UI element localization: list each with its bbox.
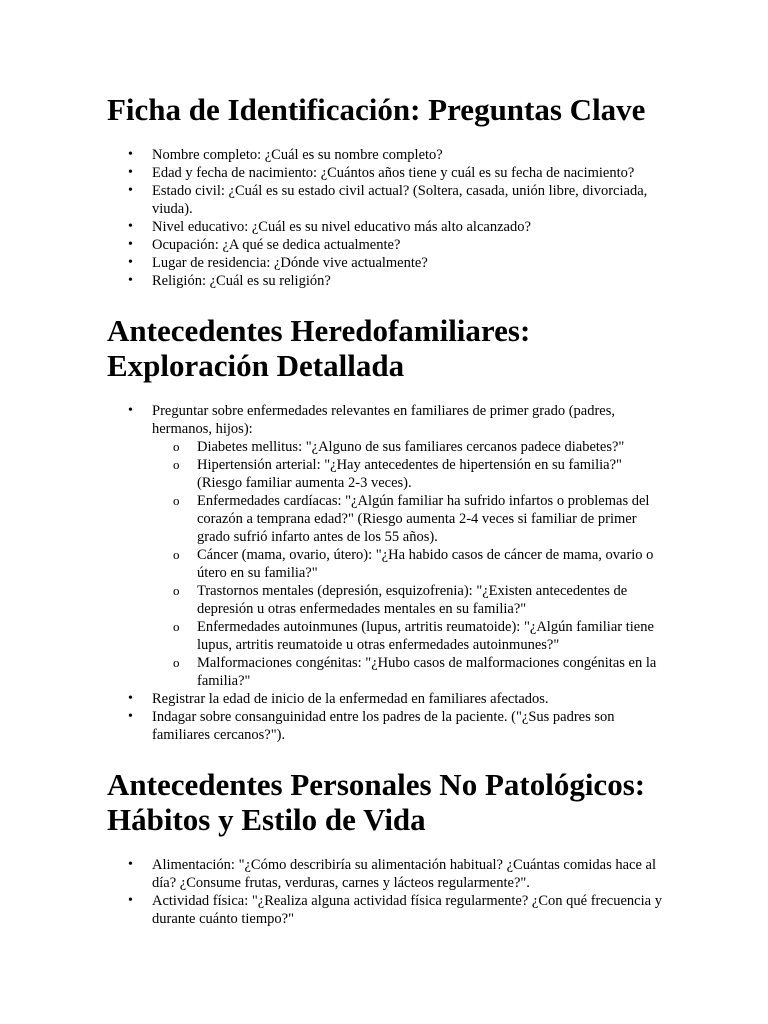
section-title: Antecedentes Personales No Patológicos: Hábitos y Estilo de Vida — [107, 767, 646, 837]
bullet-icon: • — [128, 709, 133, 724]
bullet-icon: • — [128, 403, 133, 418]
section-family-history — [107, 313, 667, 744]
sub-list-item — [152, 456, 667, 492]
bullet-list — [107, 402, 667, 744]
circle-bullet-icon: o — [173, 493, 180, 508]
sub-list-item — [152, 618, 667, 654]
section-title: Antecedentes Heredofamiliares: Exploración Detallada — [107, 313, 531, 383]
sub-list-item-text: Diabetes mellitus: "¿Alguno de sus familiares cercanos padece diabetes?" — [197, 439, 625, 455]
sub-list-item — [152, 438, 667, 456]
sub-list-item — [152, 546, 667, 582]
bullet-icon: • — [128, 893, 133, 908]
circle-bullet-icon: o — [173, 439, 180, 454]
document-content — [107, 92, 667, 951]
bullet-icon: • — [128, 237, 133, 252]
sub-list-item-text: Enfermedades autoinmunes (lupus, artritis reumatoide): "¿Algún familiar tiene lupus, artritis reumatoide u otras enfermedades autoinmunes?" — [197, 619, 654, 653]
sub-list-item-text: Enfermedades cardíacas: "¿Algún familiar ha sufrido infartos o problemas del corazón a temprana edad?" (Riesgo aumenta 2-4 veces si familiar de primer grado sufrió infarto antes de los 55 años). — [197, 493, 650, 545]
sub-bullet-list — [152, 438, 667, 690]
bullet-icon: • — [128, 147, 133, 162]
circle-bullet-icon: o — [173, 583, 180, 598]
sub-list-item-text: Cáncer (mama, ovario, útero): "¿Ha habido casos de cáncer de mama, ovario o útero en su familia?" — [197, 547, 654, 581]
section-lifestyle — [107, 767, 667, 928]
list-item — [107, 164, 667, 182]
list-item — [107, 254, 667, 272]
list-item — [107, 690, 667, 708]
bullet-icon: • — [128, 857, 133, 872]
list-item — [107, 856, 667, 892]
sub-list-item — [152, 492, 667, 546]
list-item — [107, 218, 667, 236]
list-item-text: Nombre completo: ¿Cuál es su nombre completo? — [152, 147, 443, 163]
list-item — [107, 146, 667, 164]
circle-bullet-icon: o — [173, 547, 180, 562]
list-item — [107, 892, 667, 928]
list-item-text: Estado civil: ¿Cuál es su estado civil actual? (Soltera, casada, unión libre, divorciada, viuda). — [152, 183, 648, 217]
list-item-text: Registrar la edad de inicio de la enfermedad en familiares afectados. — [152, 691, 549, 707]
list-item-text: Religión: ¿Cuál es su religión? — [152, 273, 331, 289]
sub-list-item-text: Malformaciones congénitas: "¿Hubo casos de malformaciones congénitas en la familia?" — [197, 655, 657, 689]
list-item-text: Alimentación: "¿Cómo describiría su alimentación habitual? ¿Cuántas comidas hace al día? ¿Consume frutas, verduras, carnes y lácteos regularmente?". — [152, 857, 656, 891]
list-item — [107, 182, 667, 218]
list-item-text: Ocupación: ¿A qué se dedica actualmente? — [152, 237, 401, 253]
sub-list-item-text: Hipertensión arterial: "¿Hay antecedentes de hipertensión en su familia?" (Riesgo familiar aumenta 2-3 veces). — [197, 457, 622, 491]
circle-bullet-icon: o — [173, 655, 180, 670]
sub-list-item — [152, 582, 667, 618]
bullet-list — [107, 856, 667, 928]
list-item-text: Nivel educativo: ¿Cuál es su nivel educativo más alto alcanzado? — [152, 219, 531, 235]
sub-list-item — [152, 654, 667, 690]
list-item-text: Actividad física: "¿Realiza alguna actividad física regularmente? ¿Con qué frecuencia y durante cuánto tiempo?" — [152, 893, 662, 927]
list-item-text: Indagar sobre consanguinidad entre los padres de la paciente. ("¿Sus padres son familiares cercanos?"). — [152, 709, 615, 743]
list-item — [107, 708, 667, 744]
bullet-icon: • — [128, 691, 133, 706]
sub-list-item-text: Trastornos mentales (depresión, esquizofrenia): "¿Existen antecedentes de depresión u otras enfermedades mentales en su familia?" — [197, 583, 628, 617]
list-item-text: Edad y fecha de nacimiento: ¿Cuántos años tiene y cuál es su fecha de nacimiento? — [152, 165, 635, 181]
list-item-text: Lugar de residencia: ¿Dónde vive actualmente? — [152, 255, 428, 271]
circle-bullet-icon: o — [173, 619, 180, 634]
bullet-icon: • — [128, 273, 133, 288]
list-item — [107, 272, 667, 290]
list-item — [107, 236, 667, 254]
bullet-icon: • — [128, 183, 133, 198]
list-item — [107, 402, 667, 690]
bullet-icon: • — [128, 165, 133, 180]
section-title: Ficha de Identificación: Preguntas Clave — [107, 92, 646, 127]
bullet-icon: • — [128, 219, 133, 234]
circle-bullet-icon: o — [173, 457, 180, 472]
list-item-text: Preguntar sobre enfermedades relevantes en familiares de primer grado (padres, hermanos, hijos): — [152, 403, 615, 437]
bullet-list — [107, 146, 667, 290]
bullet-icon: • — [128, 255, 133, 270]
section-identification — [107, 92, 667, 290]
